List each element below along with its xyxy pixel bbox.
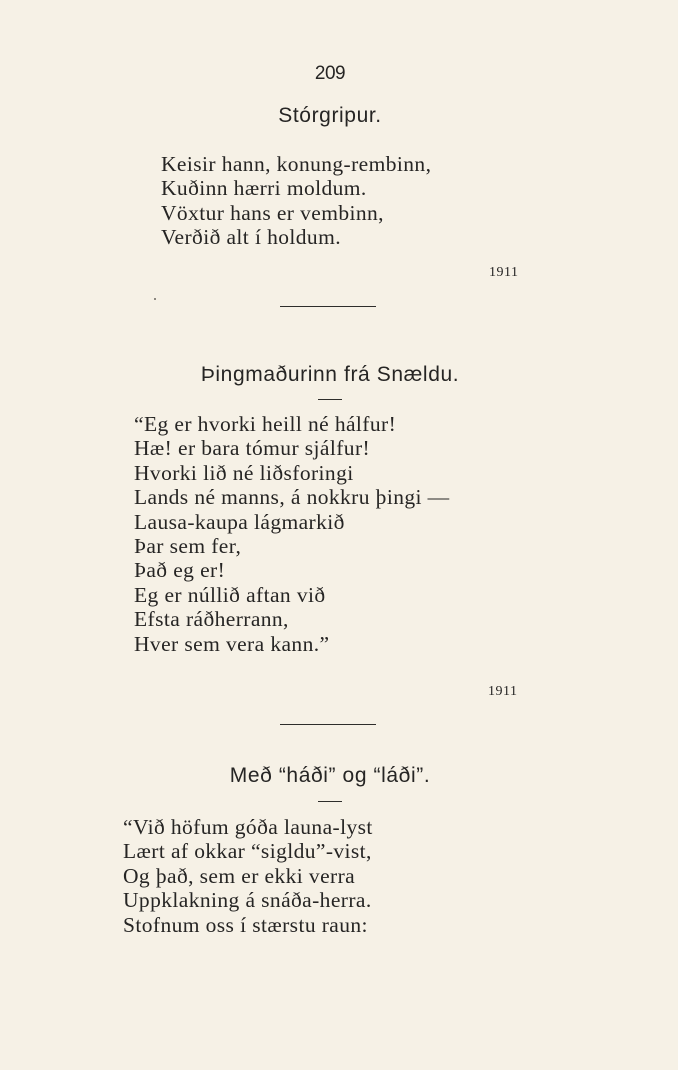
poem-title-med-hadi: Með “háði” og “láði”. [229,764,431,787]
verse-line: Þar sem fer, [134,534,242,559]
poem-title-storgripur: Stórgripur. [278,104,382,127]
verse-line: Hver sem vera kann.” [134,631,330,656]
poem-title-thingmadurinn: Þingmaðurinn frá Snældu. [200,363,460,386]
verse-line: Lausa-kaupa lágmarkið [134,509,345,534]
poem-verse-storgripur [161,152,431,250]
verse-line: Keisir hann, konung-rembinn, [161,152,432,176]
poem-verse-thingmadurinn [134,412,450,656]
verse-line: “Við höfum góða launa-lyst [123,815,373,839]
verse-line: Stofnum oss í stærstu raun: [123,912,368,937]
page-number: 209 [314,63,346,84]
verse-line: Eg er núllið aftan við [134,582,326,607]
verse-line: Lands né manns, á nokkru þingi — [134,485,450,510]
poem-verse-med-hadi [123,815,373,937]
verse-line: “Eg er hvorki heill né hálfur! [134,412,397,436]
verse-line: Efsta ráðherrann, [134,607,289,632]
verse-line: Hæ! er bara tómur sjálfur! [134,436,371,461]
poem-year: 1911 [489,265,519,280]
paper-speck [154,298,156,300]
verse-line: Hvorki lið né liðsforingi [134,460,354,485]
verse-line: Kuðinn hærri moldum. [161,176,367,201]
verse-line: Og það, sem er ekki verra [123,863,356,888]
section-divider [280,306,376,307]
title-underline [318,801,342,802]
verse-line: Það eg er! [134,558,226,583]
verse-line: Uppklakning á snáða-herra. [123,888,372,913]
verse-line: Lært af okkar “sigldu”-vist, [123,839,372,864]
section-divider [280,724,376,725]
verse-line: Vöxtur hans er vembinn, [161,200,384,225]
poem-year: 1911 [488,684,518,699]
verse-line: Verðið alt í holdum. [161,225,341,250]
title-underline [318,399,342,400]
